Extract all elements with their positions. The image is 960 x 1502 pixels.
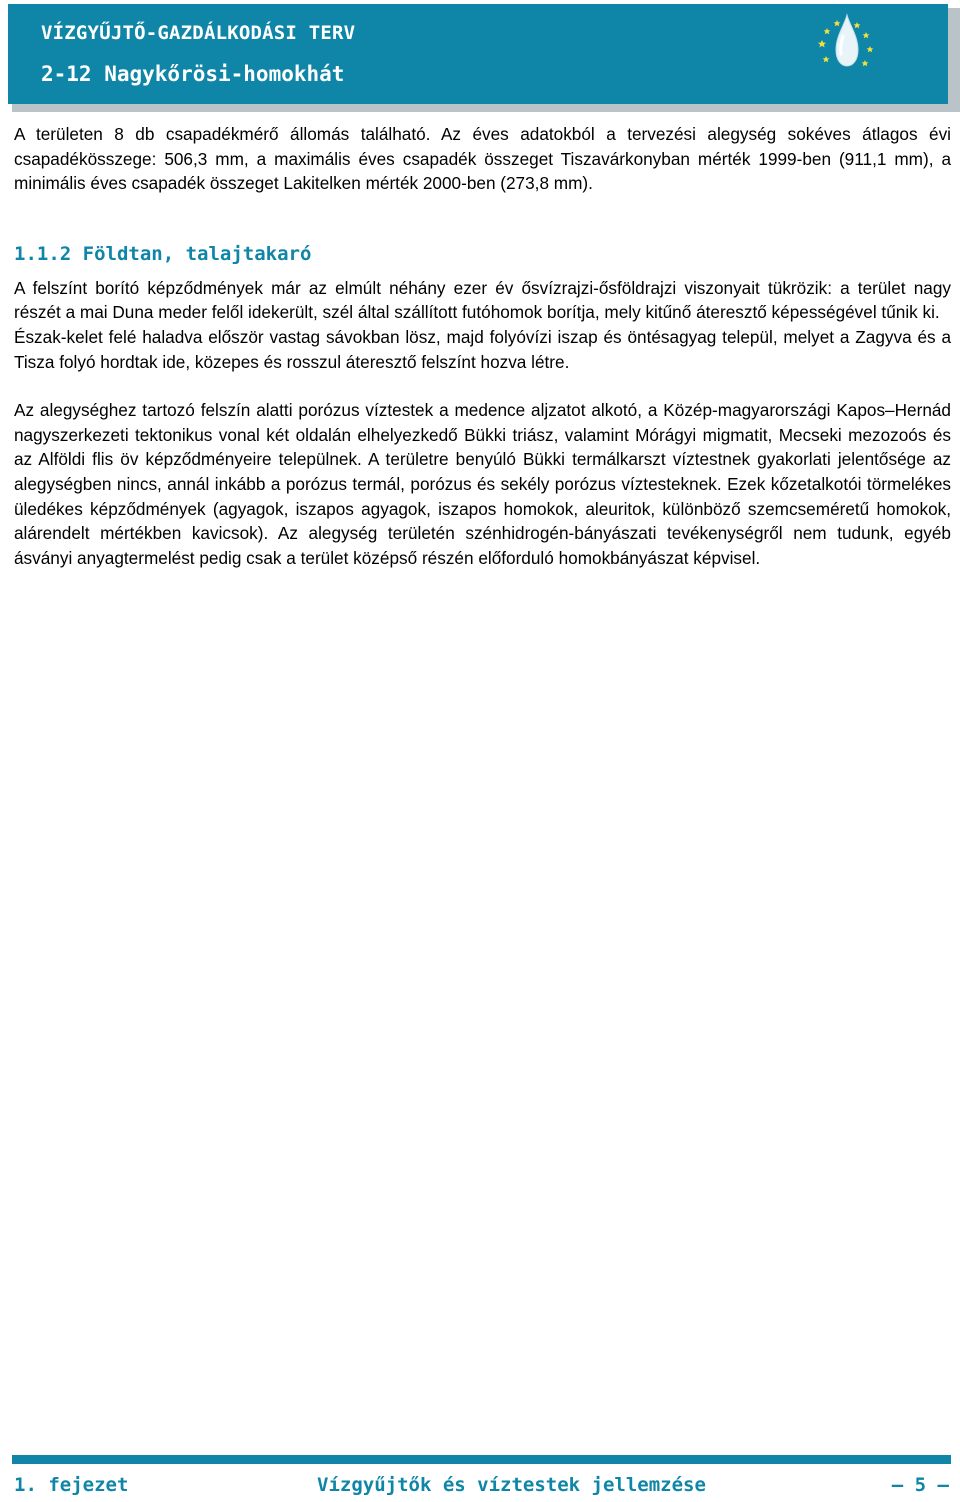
header-band: [8, 4, 948, 104]
page-footer: [12, 1474, 951, 1500]
paragraph-groundwater-bodies: Az alegységhez tartozó felszín alatti porózus víztestek a medence aljzatot alkotó, a Közép-magyarországi Kapos–Hernád nagyszerkezeti tektonikus vonal két oldalán elhelyezkedő Bükki triász, valamint Mórágyi migmatit, Mecseki mezozoós és az Alföldi flis öv képződményeire települnek. A területre benyúló Bükki termálkarszt víztestnek gyakorlati jelentősége az alegységben nincs, annál inkább a porózus termál, porózus és sekély porózus víztesteknek. Ezek kőzetalkotói törmelékes üledékes képződmények (agyagok, iszapos agyagok, iszapos homokok, aleuritok, különböző szemcseméretű homokok, alárendelt mértékben kavicsok). Az alegység területén szénhidrogén-bányászati tevékenységről nem tudunk, egyéb ásványi anyagtermelést pedig csak a terület középső részén előforduló homokbányászat képvisel.: [14, 400, 951, 568]
paragraph-precipitation: A területen 8 db csapadékmérő állomás található. Az éves adatokból a tervezési alegység sokéves átlagos évi csapadékösszege: 506,3 mm, a maximális éves csapadék összeget Tiszavárkonyban mérték 1999-ben (911,1 mm), a minimális éves csapadék összeget Lakitelken mérték 2000-ben (273,8 mm).: [14, 124, 951, 194]
header-subtitle: 2-12 Nagykőrösi-homokhát: [41, 62, 345, 86]
water-drop-eu-stars-icon: [810, 10, 880, 80]
footer-page-number: – 5 –: [891, 1474, 949, 1496]
document-body: [14, 122, 951, 570]
footer-rule: [12, 1455, 951, 1464]
page-header: [8, 4, 956, 108]
footer-chapter: 1. fejezet: [14, 1474, 129, 1496]
header-title: VÍZGYŰJTŐ-GAZDÁLKODÁSI TERV: [41, 22, 356, 44]
section-heading: 1.1.2 Földtan, talajtakaró: [14, 242, 312, 265]
footer-section-title: Vízgyűjtők és víztestek jellemzése: [317, 1474, 706, 1496]
paragraph-northeast-deposits: Észak-kelet felé haladva először vastag sávokban lösz, majd folyóvízi iszap és öntésagyag települ, melyet a Zagyva és a Tisza folyó hordtak ide, közepes és rosszul áteresztő felszínt hozva létre.: [14, 326, 951, 372]
paragraph-surface-formations: A felszínt borító képződmények már az elmúlt néhány ezer év ősvízrajzi-ősföldrajzi viszonyait tükrözik: a terület nagy részét a mai Duna meder felől idekerült, szél által szállított futóhomok borítja, mely kitűnő áteresztő képességével tűnik ki.: [14, 277, 951, 323]
